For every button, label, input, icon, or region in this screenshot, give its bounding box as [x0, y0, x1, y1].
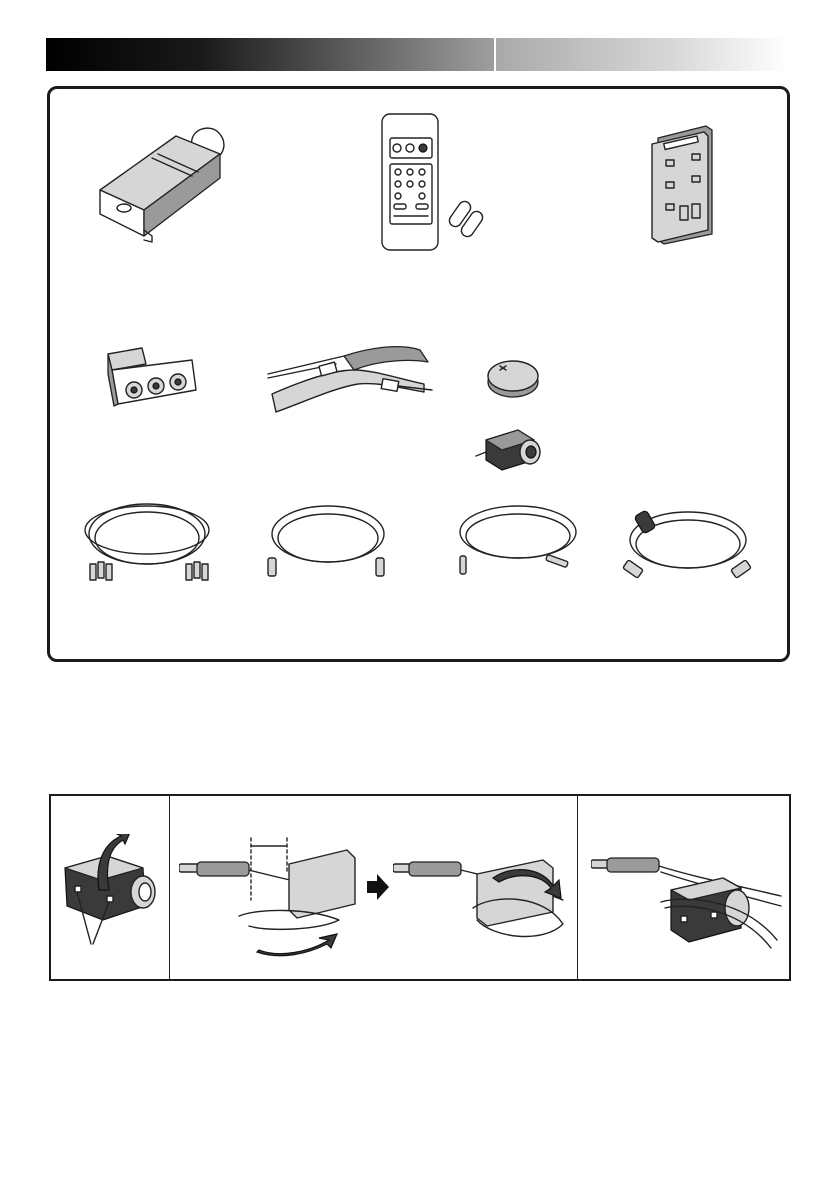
core-filter-attached-icon: [591, 846, 787, 1029]
ac-power-adapter-icon: [92, 118, 238, 248]
core-filter-open-icon: [59, 834, 163, 1017]
panel-divider: [577, 796, 578, 979]
arrow-right-icon: [367, 874, 389, 1057]
pc-connection-cable-icon: [620, 500, 756, 586]
cable-wind-close-icon: [393, 834, 573, 1017]
cable-insert-icon: [179, 834, 379, 1017]
shoulder-strap-icon: [264, 340, 434, 416]
battery-pack-icon: [650, 110, 720, 246]
header-bar-right: [496, 38, 788, 71]
panel-divider: [169, 796, 170, 979]
header-bar-left: [46, 38, 494, 71]
av-cable-icon: [82, 498, 212, 584]
lithium-coin-battery-icon: [486, 356, 542, 400]
s-video-cable-icon: [264, 500, 392, 580]
remote-control-icon: [380, 112, 502, 254]
section-header-bar: [46, 38, 788, 71]
editing-cable-icon: [452, 500, 582, 580]
scart-adapter-icon: [104, 344, 200, 412]
core-filter-instruction-panel: [49, 794, 791, 981]
core-filter-icon: [474, 426, 546, 472]
